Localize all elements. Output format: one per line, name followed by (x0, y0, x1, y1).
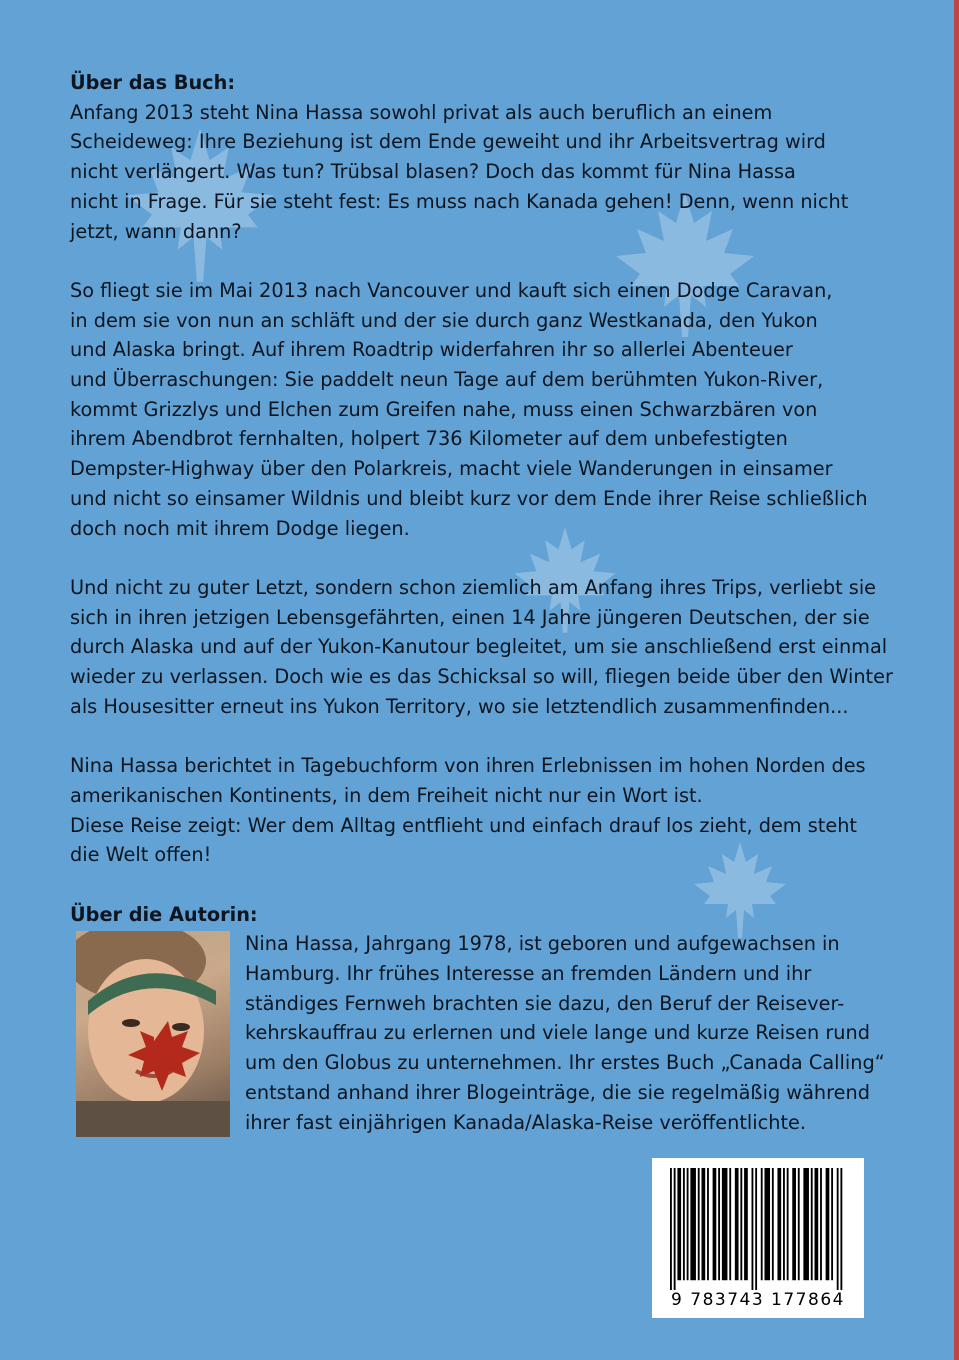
text-line: Anfang 2013 steht Nina Hassa sowohl privat als auch beruflich an einem (70, 100, 773, 124)
text-line: die Welt offen! (70, 843, 212, 867)
text-line: Und nicht zu guter Letzt, sondern schon ziemlich am Anfang ihres Trips, verliebt sie (70, 575, 877, 599)
red-page-edge (954, 0, 959, 1360)
author-heading: Über die Autorin: (70, 902, 258, 926)
text-line: um den Globus zu unternehmen. Ihr erstes Buch „Canada Calling“ (245, 1051, 885, 1075)
text-line: kommt Grizzlys und Elchen zum Greifen nahe, muss einen Schwarzbären von (70, 397, 818, 421)
text-line: wieder zu verlassen. Doch wie es das Schicksal so will, fliegen beide über den Winter (70, 665, 893, 689)
text-line: kehrskauffrau zu erlernen und viele lange und kurze Reisen rund (245, 1021, 870, 1045)
barcode-bars (670, 1168, 846, 1290)
author-section (70, 929, 930, 1169)
author-photo (76, 931, 230, 1137)
book-paragraph (70, 98, 930, 247)
text-line: Nina Hassa, Jahrgang 1978, ist geboren und aufgewachsen in (245, 932, 840, 956)
text-line: So fliegt sie im Mai 2013 nach Vancouver und kauft sich einen Dodge Caravan, (70, 278, 833, 302)
text-line: nicht verlängert. Was tun? Trübsal blasen? Doch das kommt für Nina Hassa (70, 160, 796, 184)
author-bio (245, 929, 905, 1137)
text-line: ständiges Fernweh brachten sie dazu, den Beruf der Reisever- (245, 991, 845, 1015)
book-paragraph (70, 573, 930, 722)
text-line: entstand anhand ihrer Blogeinträge, die sie regelmäßig während (245, 1080, 870, 1104)
book-paragraph (70, 276, 930, 543)
isbn-number: 9 783743 177864 (671, 1290, 845, 1310)
text-line: Diese Reise zeigt: Wer dem Alltag entflieht und einfach drauf los zieht, dem steht (70, 813, 857, 837)
text-line: und Überraschungen: Sie paddelt neun Tage auf dem berühmten Yukon-River, (70, 368, 824, 392)
text-line: ihrer fast einjährigen Kanada/Alaska-Reise veröffentlichte. (245, 1110, 806, 1134)
book-heading: Über das Buch: (70, 71, 236, 94)
text-line: doch noch mit ihrem Dodge liegen. (70, 516, 410, 540)
text-line: amerikanischen Kontinents, in dem Freiheit nicht nur ein Wort ist. (70, 783, 703, 807)
back-cover-text (70, 68, 930, 1169)
text-line: und nicht so einsamer Wildnis und bleibt kurz vor dem Ende ihrer Reise schließlich (70, 486, 868, 510)
text-line: Dempster-Highway über den Polarkreis, macht viele Wanderungen in einsamer (70, 457, 833, 481)
text-line: Scheideweg: Ihre Beziehung ist dem Ende geweiht und ihr Arbeitsvertrag wird (70, 130, 826, 154)
book-paragraph (70, 751, 930, 870)
text-line: und Alaska bringt. Auf ihrem Roadtrip widerfahren ihr so allerlei Abenteuer (70, 338, 793, 362)
text-line: als Housesitter erneut ins Yukon Territory, wo sie letztendlich zusammenfinden... (70, 694, 849, 718)
text-line: Hamburg. Ihr frühes Interesse an fremden Ländern und ihr (245, 962, 812, 986)
text-line: jetzt, wann dann? (70, 219, 242, 243)
isbn-barcode (652, 1158, 864, 1318)
text-line: nicht in Frage. Für sie steht fest: Es muss nach Kanada gehen! Denn, wenn nicht (70, 189, 849, 213)
text-line: ihrem Abendbrot fernhalten, holpert 736 Kilometer auf dem unbefestigten (70, 427, 788, 451)
text-line: durch Alaska und auf der Yukon-Kanutour begleitet, um sie anschließend erst einmal (70, 635, 888, 659)
text-line: Nina Hassa berichtet in Tagebuchform von ihren Erlebnissen im hohen Norden des (70, 754, 866, 778)
text-line: in dem sie von nun an schläft und der sie durch ganz Westkanada, den Yukon (70, 308, 818, 332)
text-line: sich in ihren jetzigen Lebensgefährten, einen 14 Jahre jüngeren Deutschen, der sie (70, 605, 870, 629)
